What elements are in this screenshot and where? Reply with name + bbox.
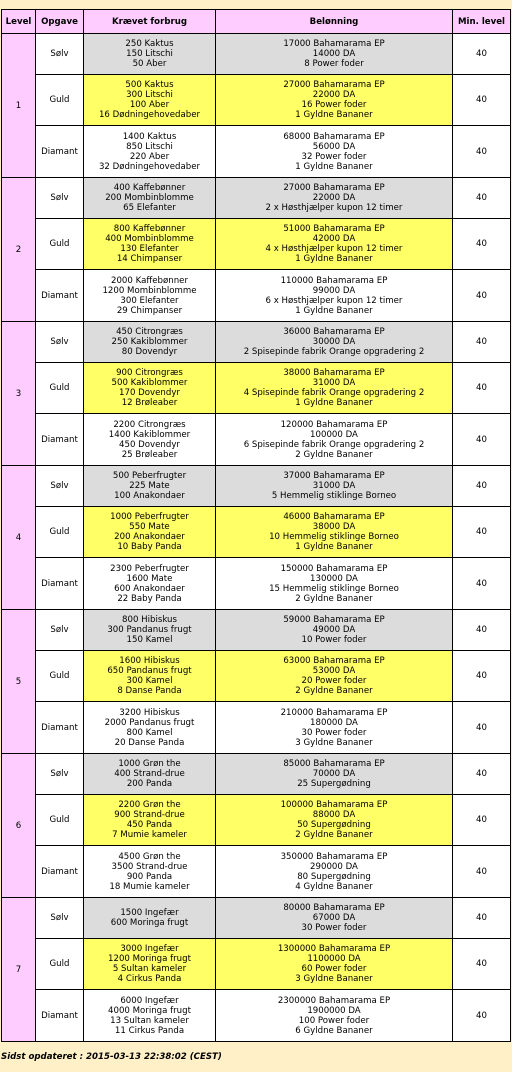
min-level-cell: 40 bbox=[453, 939, 511, 990]
table-row bbox=[2, 363, 511, 414]
min-level-cell: 40 bbox=[453, 990, 511, 1042]
reward-line: 6 Gyldne Bananer bbox=[295, 1025, 373, 1036]
reward-cell bbox=[216, 846, 453, 898]
required-line: 13 Sultan kameler bbox=[110, 1015, 189, 1026]
required-line: 3500 Strand-drue bbox=[111, 861, 188, 872]
task-cell: Diamant bbox=[36, 270, 84, 322]
required-line: 200 Anakondaer bbox=[114, 532, 185, 542]
required-line: 900 Citrongræs bbox=[116, 368, 183, 378]
table-row bbox=[2, 558, 511, 610]
reward-line: 100 Power foder bbox=[298, 1015, 370, 1026]
last-updated: Sidst opdateret : 2015-03-13 22:38:02 (CEST) bbox=[1, 1052, 222, 1062]
min-level-cell: 40 bbox=[453, 34, 511, 75]
required-line: 800 Kaffebønner bbox=[113, 224, 186, 234]
min-level-cell: 40 bbox=[453, 322, 511, 363]
reward-line: 110000 Bahamarama EP bbox=[280, 275, 388, 286]
reward-line: 38000 Bahamarama EP bbox=[283, 368, 385, 378]
reward-line: 8 Power foder bbox=[304, 59, 364, 69]
min-level-cell: 40 bbox=[453, 414, 511, 466]
reward-line: 150000 Bahamarama EP bbox=[280, 563, 388, 574]
reward-cell bbox=[216, 651, 453, 702]
reward-line: 4 Gyldne Bananer bbox=[295, 881, 373, 892]
reward-cell bbox=[216, 178, 453, 219]
min-level-cell: 40 bbox=[453, 846, 511, 898]
reward-cell bbox=[216, 466, 453, 507]
required-line: 1000 Peberfrugter bbox=[110, 512, 189, 522]
required-line: 1200 Moringa frugt bbox=[108, 954, 191, 964]
task-cell: Guld bbox=[36, 939, 84, 990]
required-line: 14 Chimpanser bbox=[116, 254, 183, 264]
required-line: 650 Pandanus frugt bbox=[107, 666, 192, 676]
required-line: 25 Brøleaber bbox=[121, 449, 178, 460]
reward-cell bbox=[216, 363, 453, 414]
reward-cell bbox=[216, 414, 453, 466]
required-line: 225 Mate bbox=[129, 481, 170, 491]
required-line: 400 Kaffebønner bbox=[113, 183, 186, 193]
required-line: 250 Kaktus bbox=[125, 39, 174, 49]
task-cell: Diamant bbox=[36, 558, 84, 610]
required-line: 450 Dovendyr bbox=[119, 439, 180, 450]
task-cell: Diamant bbox=[36, 990, 84, 1042]
reward-cell bbox=[216, 795, 453, 846]
table-row bbox=[2, 270, 511, 322]
reward-line: 1 Gyldne Bananer bbox=[295, 161, 373, 172]
reward-line: 49000 DA bbox=[312, 625, 356, 635]
required-line: 3200 Hibiskus bbox=[119, 707, 180, 718]
required-line: 1500 Ingefær bbox=[120, 908, 179, 918]
reward-cell bbox=[216, 34, 453, 75]
required-line: 2000 Pandanus frugt bbox=[104, 717, 195, 728]
reward-line: 46000 Bahamarama EP bbox=[283, 512, 385, 522]
reward-line: 50 Supergødning bbox=[297, 820, 371, 830]
task-cell: Diamant bbox=[36, 126, 84, 178]
min-level-cell: 40 bbox=[453, 178, 511, 219]
required-cell bbox=[84, 75, 216, 126]
reward-line: 180000 DA bbox=[310, 717, 358, 728]
min-level-cell: 40 bbox=[453, 219, 511, 270]
reward-line: 1 Gyldne Bananer bbox=[295, 305, 373, 316]
task-cell: Guld bbox=[36, 219, 84, 270]
required-line: 2200 Citrongræs bbox=[113, 419, 186, 430]
required-cell bbox=[84, 898, 216, 939]
required-line: 150 Litschi bbox=[126, 49, 173, 59]
reward-line: 2 Gyldne Bananer bbox=[295, 830, 373, 840]
header-reward: Belønning bbox=[216, 10, 453, 34]
task-cell: Sølv bbox=[36, 754, 84, 795]
min-level-cell: 40 bbox=[453, 363, 511, 414]
reward-line: 2 x Høsthjælper kupon 12 timer bbox=[265, 203, 403, 213]
reward-cell bbox=[216, 270, 453, 322]
required-cell bbox=[84, 990, 216, 1042]
required-line: 800 Kamel bbox=[126, 727, 173, 738]
reward-line: 31000 DA bbox=[312, 481, 356, 491]
task-cell: Diamant bbox=[36, 414, 84, 466]
reward-line: 67000 DA bbox=[312, 913, 356, 923]
reward-line: 68000 Bahamarama EP bbox=[283, 131, 385, 142]
reward-line: 2300000 Bahamarama EP bbox=[277, 995, 391, 1006]
min-level-cell: 40 bbox=[453, 898, 511, 939]
required-line: 16 Dødningehovedaber bbox=[98, 110, 201, 120]
required-cell bbox=[84, 651, 216, 702]
required-line: 500 Peberfrugter bbox=[112, 471, 187, 481]
required-line: 50 Aber bbox=[132, 59, 167, 69]
required-line: 200 Panda bbox=[126, 779, 173, 789]
min-level-cell: 40 bbox=[453, 126, 511, 178]
required-line: 22 Baby Panda bbox=[117, 593, 182, 604]
required-line: 300 Pandanus frugt bbox=[107, 625, 192, 635]
required-line: 400 Mombinblomme bbox=[105, 234, 194, 244]
table-row bbox=[2, 754, 511, 795]
table-row bbox=[2, 610, 511, 651]
task-cell: Diamant bbox=[36, 846, 84, 898]
task-cell: Guld bbox=[36, 75, 84, 126]
required-cell bbox=[84, 363, 216, 414]
table-row bbox=[2, 702, 511, 754]
table-row bbox=[2, 178, 511, 219]
reward-line: 1900000 DA bbox=[307, 1005, 361, 1016]
required-line: 850 Litschi bbox=[126, 141, 173, 152]
required-line: 6000 Ingefær bbox=[120, 995, 179, 1006]
reward-line: 2 Gyldne Bananer bbox=[295, 593, 373, 604]
reward-line: 2 Spisepinde fabrik Orange opgradering 2 bbox=[243, 347, 425, 357]
reward-cell bbox=[216, 898, 453, 939]
min-level-cell: 40 bbox=[453, 754, 511, 795]
required-cell bbox=[84, 610, 216, 651]
header-min-level: Min. level bbox=[453, 10, 511, 34]
reward-line: 2 Gyldne Bananer bbox=[295, 686, 373, 696]
required-line: 100 Aber bbox=[129, 100, 170, 110]
required-line: 2200 Grøn the bbox=[118, 800, 181, 810]
required-line: 8 Danse Panda bbox=[117, 686, 182, 696]
required-line: 300 Elefanter bbox=[120, 295, 179, 306]
level-cell: 6 bbox=[2, 754, 36, 898]
required-line: 4000 Moringa frugt bbox=[108, 1005, 191, 1016]
table-row bbox=[2, 34, 511, 75]
required-line: 600 Anakondaer bbox=[114, 583, 185, 594]
required-line: 1400 Kakiblommer bbox=[108, 429, 191, 440]
required-line: 1200 Mombinblomme bbox=[102, 285, 197, 296]
required-line: 300 Litschi bbox=[126, 90, 173, 100]
min-level-cell: 40 bbox=[453, 702, 511, 754]
table-row bbox=[2, 939, 511, 990]
table-row bbox=[2, 75, 511, 126]
required-line: 100 Anakondaer bbox=[114, 491, 185, 501]
reward-cell bbox=[216, 558, 453, 610]
reward-line: 30000 DA bbox=[312, 337, 356, 347]
reward-line: 17000 Bahamarama EP bbox=[283, 39, 385, 49]
required-line: 1600 Hibiskus bbox=[119, 656, 180, 666]
reward-line: 6 Spisepinde fabrik Orange opgradering 2 bbox=[243, 439, 425, 450]
task-cell: Sølv bbox=[36, 898, 84, 939]
reward-line: 56000 DA bbox=[312, 141, 356, 152]
reward-line: 100000 DA bbox=[310, 429, 358, 440]
task-cell: Sølv bbox=[36, 466, 84, 507]
required-line: 250 Kakiblommer bbox=[111, 337, 188, 347]
task-cell: Sølv bbox=[36, 178, 84, 219]
required-line: 32 Dødningehovedaber bbox=[98, 161, 201, 172]
table-row bbox=[2, 466, 511, 507]
required-line: 10 Baby Panda bbox=[117, 542, 182, 552]
reward-line: 25 Supergødning bbox=[297, 779, 371, 789]
level-cell: 7 bbox=[2, 898, 36, 1042]
min-level-cell: 40 bbox=[453, 466, 511, 507]
required-cell bbox=[84, 466, 216, 507]
required-line: 3000 Ingefær bbox=[120, 944, 179, 954]
table-row bbox=[2, 898, 511, 939]
required-cell bbox=[84, 939, 216, 990]
reward-line: 80000 Bahamarama EP bbox=[283, 903, 385, 913]
reward-line: 63000 Bahamarama EP bbox=[283, 656, 385, 666]
required-cell bbox=[84, 795, 216, 846]
reward-line: 32 Power foder bbox=[301, 151, 367, 162]
reward-line: 3 Gyldne Bananer bbox=[295, 974, 373, 984]
table-row bbox=[2, 414, 511, 466]
task-cell: Sølv bbox=[36, 610, 84, 651]
reward-line: 36000 Bahamarama EP bbox=[283, 327, 385, 337]
task-cell: Guld bbox=[36, 507, 84, 558]
table-row bbox=[2, 507, 511, 558]
required-line: 4500 Grøn the bbox=[118, 851, 181, 862]
min-level-cell: 40 bbox=[453, 795, 511, 846]
required-line: 12 Brøleaber bbox=[121, 398, 178, 408]
level-cell: 3 bbox=[2, 322, 36, 466]
required-line: 80 Dovendyr bbox=[121, 347, 178, 357]
reward-line: 37000 Bahamarama EP bbox=[283, 471, 385, 481]
required-line: 550 Mate bbox=[129, 522, 170, 532]
header-required: Krævet forbrug bbox=[84, 10, 216, 34]
required-cell bbox=[84, 178, 216, 219]
reward-cell bbox=[216, 754, 453, 795]
required-line: 450 Citrongræs bbox=[116, 327, 183, 337]
reward-line: 20 Power foder bbox=[301, 676, 367, 686]
table-body bbox=[2, 34, 511, 1042]
reward-line: 4 x Høsthjælper kupon 12 timer bbox=[265, 244, 403, 254]
required-cell bbox=[84, 219, 216, 270]
required-cell bbox=[84, 507, 216, 558]
reward-cell bbox=[216, 610, 453, 651]
required-line: 2300 Peberfrugter bbox=[110, 563, 189, 574]
reward-line: 38000 DA bbox=[312, 522, 356, 532]
required-line: 11 Cirkus Panda bbox=[114, 1025, 185, 1036]
reward-line: 15 Hemmelig stiklinge Borneo bbox=[269, 583, 399, 594]
reward-cell bbox=[216, 75, 453, 126]
required-line: 600 Moringa frugt bbox=[110, 918, 189, 928]
required-line: 2000 Kaffebønner bbox=[111, 275, 188, 286]
required-line: 150 Kamel bbox=[126, 635, 173, 645]
task-cell: Sølv bbox=[36, 322, 84, 363]
rewards-table bbox=[1, 9, 511, 1042]
required-cell bbox=[84, 34, 216, 75]
required-line: 500 Kaktus bbox=[125, 80, 174, 90]
required-line: 29 Chimpanser bbox=[116, 305, 183, 316]
reward-line: 70000 DA bbox=[312, 769, 356, 779]
reward-line: 1300000 Bahamarama EP bbox=[277, 944, 391, 954]
reward-line: 42000 DA bbox=[312, 234, 356, 244]
reward-line: 10 Hemmelig stiklinge Borneo bbox=[269, 532, 399, 542]
reward-cell bbox=[216, 219, 453, 270]
required-line: 800 Hibiskus bbox=[122, 615, 177, 625]
required-line: 65 Elefanter bbox=[123, 203, 176, 213]
reward-line: 80 Supergødning bbox=[297, 871, 371, 882]
reward-line: 1 Gyldne Bananer bbox=[295, 110, 373, 120]
task-cell: Guld bbox=[36, 363, 84, 414]
reward-line: 22000 DA bbox=[312, 90, 356, 100]
reward-cell bbox=[216, 702, 453, 754]
required-line: 900 Strand-drue bbox=[114, 810, 185, 820]
min-level-cell: 40 bbox=[453, 651, 511, 702]
reward-line: 85000 Bahamarama EP bbox=[283, 759, 385, 769]
required-line: 5 Sultan kameler bbox=[112, 964, 187, 974]
required-line: 18 Mumie kameler bbox=[109, 881, 190, 892]
required-cell bbox=[84, 754, 216, 795]
reward-line: 100000 Bahamarama EP bbox=[280, 800, 388, 810]
required-line: 200 Mombinblomme bbox=[105, 193, 194, 203]
required-cell bbox=[84, 126, 216, 178]
reward-line: 3 Gyldne Bananer bbox=[295, 737, 373, 748]
reward-cell bbox=[216, 990, 453, 1042]
reward-line: 88000 DA bbox=[312, 810, 356, 820]
required-line: 300 Kamel bbox=[126, 676, 173, 686]
required-line: 4 Cirkus Panda bbox=[117, 974, 182, 984]
reward-line: 210000 Bahamarama EP bbox=[280, 707, 388, 718]
reward-line: 1 Gyldne Bananer bbox=[295, 254, 373, 264]
reward-line: 350000 Bahamarama EP bbox=[280, 851, 388, 862]
min-level-cell: 40 bbox=[453, 610, 511, 651]
task-cell: Diamant bbox=[36, 702, 84, 754]
reward-line: 31000 DA bbox=[312, 378, 356, 388]
required-line: 7 Mumie kameler bbox=[112, 830, 187, 840]
required-cell bbox=[84, 846, 216, 898]
min-level-cell: 40 bbox=[453, 558, 511, 610]
reward-line: 120000 Bahamarama EP bbox=[280, 419, 388, 430]
reward-line: 2 Gyldne Bananer bbox=[295, 449, 373, 460]
table-row bbox=[2, 846, 511, 898]
required-cell bbox=[84, 414, 216, 466]
table-row bbox=[2, 795, 511, 846]
reward-line: 1 Gyldne Bananer bbox=[295, 398, 373, 408]
reward-cell bbox=[216, 507, 453, 558]
reward-line: 53000 DA bbox=[312, 666, 356, 676]
reward-line: 1100000 DA bbox=[307, 954, 361, 964]
required-line: 130 Elefanter bbox=[120, 244, 179, 254]
required-line: 400 Strand-drue bbox=[114, 769, 185, 779]
reward-line: 5 Hemmelig stiklinge Borneo bbox=[271, 491, 397, 501]
reward-line: 99000 DA bbox=[312, 285, 356, 296]
level-cell: 4 bbox=[2, 466, 36, 610]
min-level-cell: 40 bbox=[453, 507, 511, 558]
required-line: 1600 Mate bbox=[126, 573, 173, 584]
reward-cell bbox=[216, 322, 453, 363]
reward-line: 59000 Bahamarama EP bbox=[283, 615, 385, 625]
required-line: 220 Aber bbox=[129, 151, 170, 162]
task-cell: Guld bbox=[36, 795, 84, 846]
required-line: 1400 Kaktus bbox=[122, 131, 177, 142]
level-cell: 1 bbox=[2, 34, 36, 178]
required-line: 450 Panda bbox=[126, 820, 173, 830]
min-level-cell: 40 bbox=[453, 75, 511, 126]
reward-line: 290000 DA bbox=[310, 861, 358, 872]
header-task: Opgave bbox=[36, 10, 84, 34]
reward-line: 6 x Høsthjælper kupon 12 timer bbox=[265, 295, 403, 306]
table-row bbox=[2, 219, 511, 270]
table-row bbox=[2, 990, 511, 1042]
reward-line: 14000 DA bbox=[312, 49, 356, 59]
reward-line: 130000 DA bbox=[310, 573, 358, 584]
table-row bbox=[2, 651, 511, 702]
required-cell bbox=[84, 322, 216, 363]
required-line: 20 Danse Panda bbox=[114, 737, 185, 748]
reward-line: 22000 DA bbox=[312, 193, 356, 203]
required-line: 170 Dovendyr bbox=[119, 388, 180, 398]
required-cell bbox=[84, 702, 216, 754]
reward-line: 4 Spisepinde fabrik Orange opgradering 2 bbox=[243, 388, 425, 398]
required-line: 500 Kakiblommer bbox=[111, 378, 188, 388]
reward-line: 10 Power foder bbox=[301, 635, 367, 645]
reward-line: 30 Power foder bbox=[301, 923, 367, 933]
reward-line: 30 Power foder bbox=[301, 727, 367, 738]
reward-line: 1 Gyldne Bananer bbox=[295, 542, 373, 552]
reward-line: 60 Power foder bbox=[301, 964, 367, 974]
table-row bbox=[2, 322, 511, 363]
required-cell bbox=[84, 558, 216, 610]
reward-cell bbox=[216, 939, 453, 990]
required-line: 1000 Grøn the bbox=[118, 759, 181, 769]
task-cell: Sølv bbox=[36, 34, 84, 75]
reward-line: 27000 Bahamarama EP bbox=[283, 80, 385, 90]
reward-line: 27000 Bahamarama EP bbox=[283, 183, 385, 193]
required-cell bbox=[84, 270, 216, 322]
header-level: Level bbox=[2, 10, 36, 34]
reward-cell bbox=[216, 126, 453, 178]
task-cell: Guld bbox=[36, 651, 84, 702]
header-row bbox=[2, 10, 511, 34]
required-line: 900 Panda bbox=[126, 871, 173, 882]
level-cell: 5 bbox=[2, 610, 36, 754]
table-row bbox=[2, 126, 511, 178]
reward-line: 16 Power foder bbox=[301, 100, 367, 110]
reward-line: 51000 Bahamarama EP bbox=[283, 224, 385, 234]
min-level-cell: 40 bbox=[453, 270, 511, 322]
level-cell: 2 bbox=[2, 178, 36, 322]
